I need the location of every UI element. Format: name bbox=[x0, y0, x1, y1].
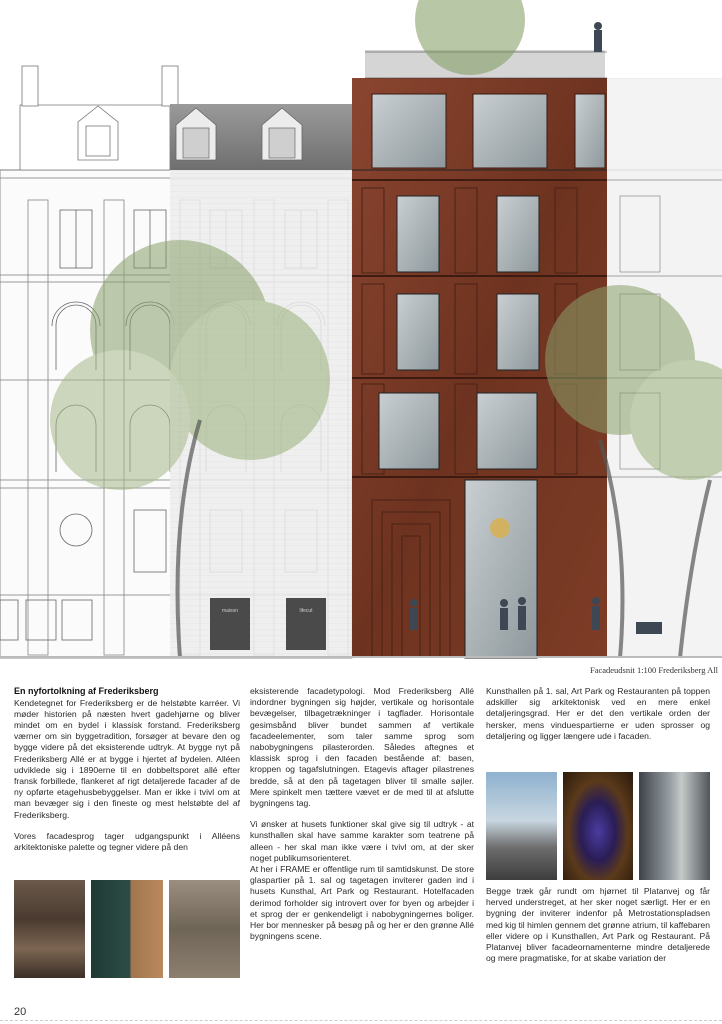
photo-strip-references bbox=[486, 772, 710, 880]
paragraph: Kendetegnet for Frederiksberg er de helstøbte karréer. Vi møder historien på næsten hvert gadehjørne og bliver mindet om en bydel i klassisk forstand. Frederiksberg værner om sin byggetradition, forsøger at bevare den og bygge videre på det eksisterende udtryk. At bygge nyt på Frederiksberg Allé er at bygge i hjertet af bydelen. Alléen udviklede sig i 1890erne til en dobbeltsporet allé efter fransk forbillede, flankeret af rigt detaljerede facader af de ny opførte etagehusbebyggelser. Man er ikke i tvivl om at man bevæger sig i den fineste og mest helstøbte del af Frederiksberg. bbox=[14, 697, 240, 820]
photo-theatre-stage bbox=[563, 772, 634, 880]
text-column-3 bbox=[486, 686, 710, 752]
photo-window-figure bbox=[639, 772, 710, 880]
paragraph: Vi ønsker at husets funktioner skal give sig til udtryk - at kunsthallen skal have samme karakter som teatrene på alleen - her skal man ikke være i tvivl om, at der sker noget publikumsorienteret. bbox=[250, 819, 474, 863]
paragraph: eksisterende facadetypologi. Mod Frederiksberg Allé indordner bygningen sig højder, vertikale og horisontale bevægelser, tilbagetrækninger i tagflader. Horisontale gesimsbånd bliver bundet sammen af vertikale facadeelementer, som taler samme sprog som nabobygningens pilasterorden. Således aftegnes et klassisk sprog i den facaden bestående af: basen, kroppen og tagafslutningen. Etagevis aftager pilastrenes bredde, så at den på tagetagen bliver til smalle søjler. Mere spinkelt men tættere vævet er de med til at afslutte bygningens tag. bbox=[250, 686, 474, 809]
paragraph: Begge træk går rundt om hjørnet til Platanvej og får herved understreget, at her sker noget særligt. Her er en bygning der inviterer indenfor på Metrostationspladsen med kig til himlen gennem det grønne atrium, til kaffebaren eller videre op i Kunsthallen, Art Park og Restaurant. På Platanvej bliver facadeornamenterne mindre detaljerede og mere pragmatiske, for at skabe variation der bbox=[486, 886, 710, 964]
photo-arched-windows bbox=[169, 880, 240, 978]
page-number: 20 bbox=[14, 1006, 27, 1018]
photo-strip-facade-details bbox=[14, 880, 240, 978]
photo-brick-detail bbox=[14, 880, 85, 978]
text-column-1 bbox=[14, 686, 240, 863]
paragraph: Vores facadesprog tager udgangspunkt i Alléens arkitektoniske palette og tegner videre på den bbox=[14, 830, 240, 852]
text-column-3-lower bbox=[486, 886, 710, 974]
shop-sign-left: maison bbox=[221, 608, 239, 614]
paragraph: Kunsthallen på 1. sal, Art Park og Restauranten på toppen adskiller sig arkitektonisk ved en mere enkel detaljeringsgrad. Her er det den vertikale orden der hersker, mens vinduespartierne er uden sprosser og detaljering og ligger længere ude i facaden. bbox=[486, 686, 710, 741]
text-column-2 bbox=[250, 686, 474, 952]
shop-sign-right: lifecut bbox=[299, 608, 313, 614]
figure-caption: Facadeudsnit 1:100 Frederiksberg All bbox=[589, 665, 718, 675]
photo-street-corner bbox=[486, 772, 557, 880]
paragraph: At her i FRAME er offentlige rum til samtidskunst. De store glaspartier på 1. sal og tagetagen inviterer gaden ind i husets Kunsthal, Art Park og Restaurant. Hotelfacaden derimod forholder sig introvert over for byen og arbejder i et sprog der er genkendeligt i nabobygningernes boliger. Her bor mennesker på besøg på og her er den grønne Allé bygningens scene. bbox=[250, 864, 474, 942]
footer-divider bbox=[0, 1020, 722, 1021]
photo-green-door bbox=[91, 880, 162, 978]
article-heading: En nyfortolkning af Frederiksberg bbox=[14, 686, 159, 696]
